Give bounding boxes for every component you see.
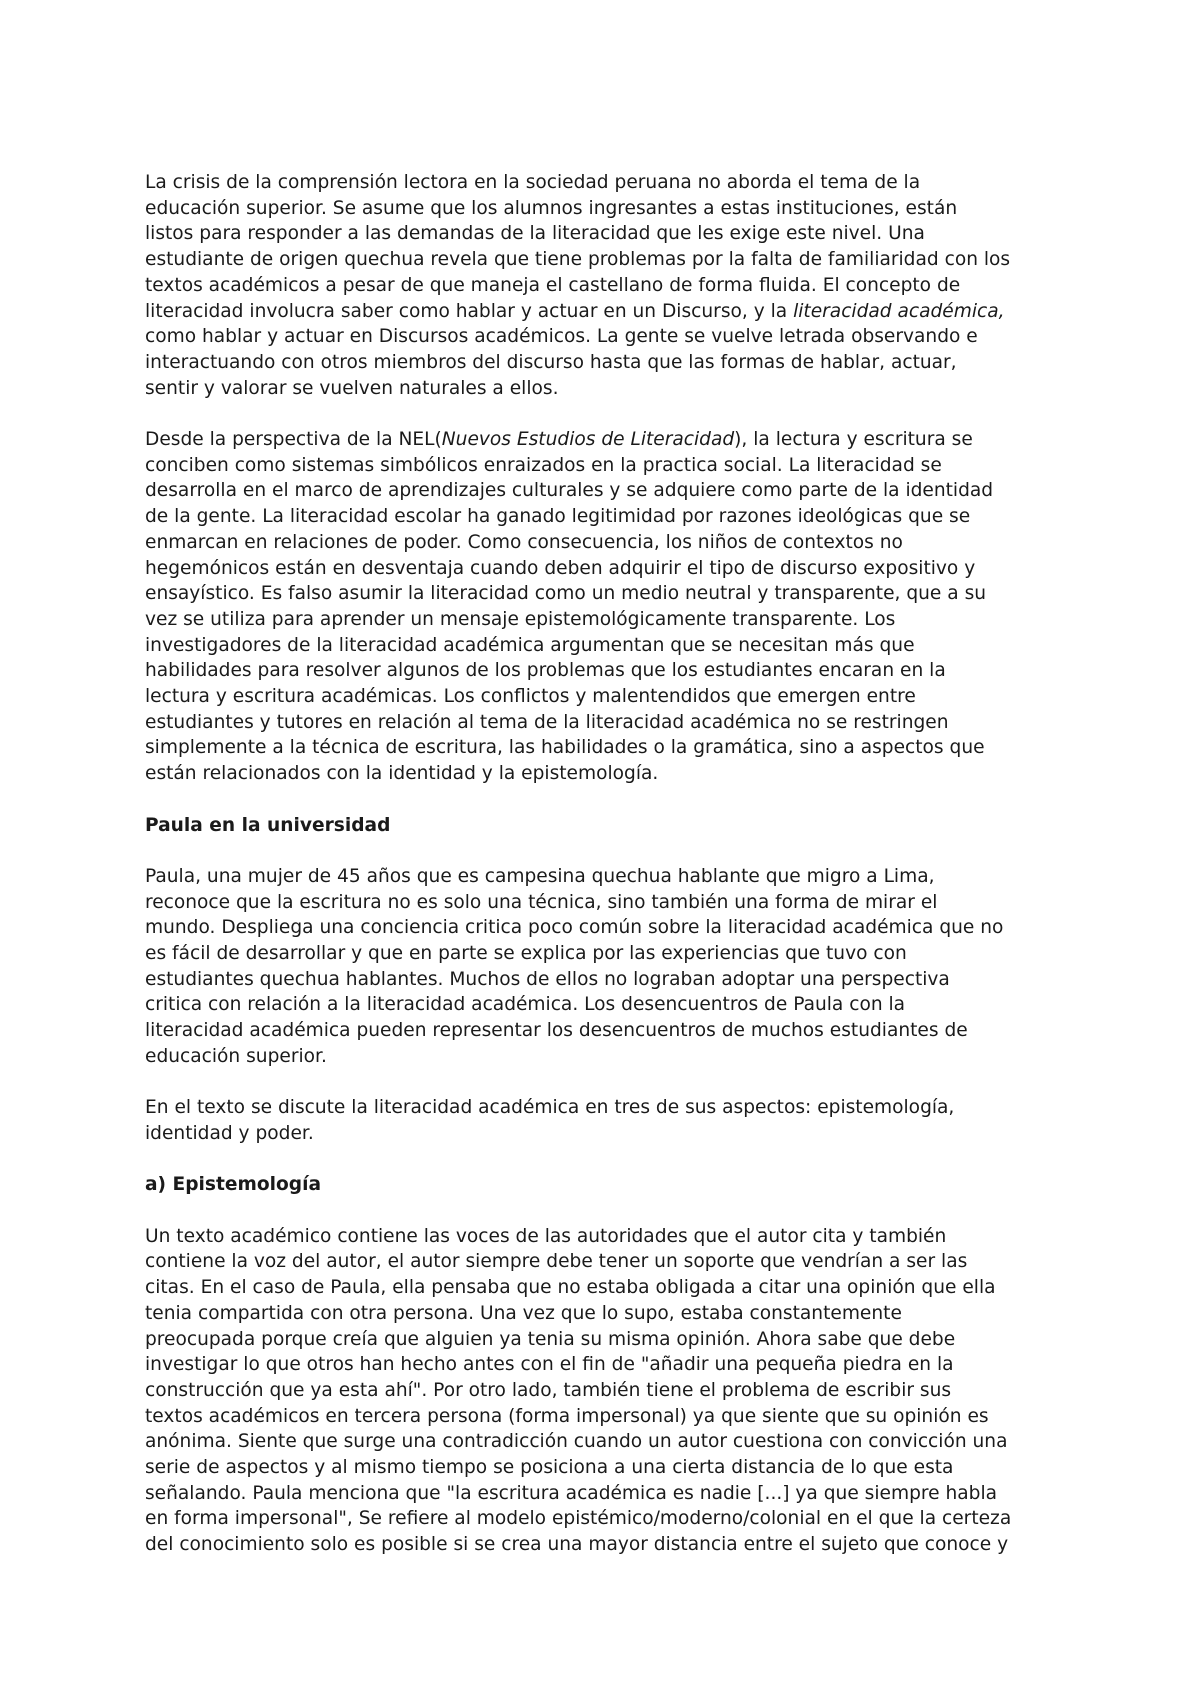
section-heading-epistemologia: a) Epistemología [145, 1174, 321, 1196]
italic-term-literacidad-academica: literacidad académica, [793, 300, 1005, 322]
paragraph-intro-text-2: como hablar y actuar en Discursos académicos. La gente se vuelve letrada observando e interactuando con otros miembros del discurso hasta que las formas de hablar, actuar, sentir y valorar se vuelven naturales a ellos. [145, 326, 978, 399]
paragraph-nel [145, 427, 1070, 787]
paragraph-intro [145, 170, 1070, 401]
paragraph-aspects: En el texto se discute la literacidad académica en tres de sus aspectos: epistemología, identidad y poder. [145, 1097, 955, 1144]
paragraph-paula: Paula, una mujer de 45 años que es campesina quechua hablante que migro a Lima, reconoce que la escritura no es solo una técnica, sino también una forma de mirar el mundo. Despliega una conciencia critica poco común sobre la literacidad académica que no es fácil de desarrollar y que en parte se explica por las experiencias que tuvo con estudiantes quechua hablantes. Muchos de ellos no lograban adoptar una perspectiva critica con relación a la literacidad académica. Los desencuentros de Paula con la literacidad académica pueden representar los desencuentros de muchos estudiantes de educación superior. [145, 865, 1004, 1067]
paragraph-nel-text-1: Desde la perspectiva de la NEL( [145, 429, 442, 451]
paragraph-nel-text-2: ), la lectura y escritura se conciben como sistemas simbólicos enraizados en la practica social. La literacidad se desarrolla en el marco de aprendizajes culturales y se adquiere como parte de la identidad de la gente. La literacidad escolar ha ganado legitimidad por razones ideológicas que se enmarcan en relaciones de poder. Como consecuencia, los niños de contextos no hegemónicos están en desventaja cuando deben adquirir el tipo de discurso expositivo y ensayístico. Es falso asumir la literacidad como un medio neutral y transparente, que a su vez se utiliza para aprender un mensaje epistemológicamente transparente. Los investigadores de la literacidad académica argumentan que se necesitan más que habilidades para resolver algunos de los problemas que los estudiantes encaran en la lectura y escritura académicas. Los conflictos y malentendidos que emergen entre estudiantes y tutores en relación al tema de la literacidad académica no se restringen simplemente a la técnica de escritura, las habilidades o la gramática, sino a aspectos que están relacionados con la identidad y la epistemología. [145, 429, 994, 785]
italic-term-nuevos-estudios: Nuevos Estudios de Literacidad [441, 429, 735, 451]
paragraph-epistemologia: Un texto académico contiene las voces de las autoridades que el autor cita y también contiene la voz del autor, el autor siempre debe tener un soporte que vendrían a ser las citas. En el caso de Paula, ella pensaba que no estaba obligada a citar una opinión que ella tenia compartida con otra persona. Una vez que lo supo, estaba constantemente preocupada porque creía que alguien ya tenia su misma opinión. Ahora sabe que debe investigar lo que otros han hecho antes con el fin de "añadir una pequeña piedra en la construcción que ya esta ahí". Por otro lado, también tiene el problema de escribir sus textos académicos en tercera persona (forma impersonal) ya que siente que su opinión es anónima. Siente que surge una contradicción cuando un autor cuestiona con convicción una serie de aspectos y al mismo tiempo se posiciona a una cierta distancia de lo que esta señalando. Paula menciona que "la escritura académica es nadie [...] ya que siempre habla en forma impersonal", Se refiere al modelo epistémico/moderno/colonial en el que la certeza del conocimiento solo es posible si se crea una mayor distancia entre el sujeto que conoce y [145, 1225, 1012, 1556]
document-body [145, 170, 1070, 1584]
section-heading-paula: Paula en la universidad [145, 814, 391, 836]
paragraph-intro-text-1: La crisis de la comprensión lectora en la sociedad peruana no aborda el tema de la educación superior. Se asume que los alumnos ingresantes a estas instituciones, están listos para responder a las demandas de la literacidad que les exige este nivel. Una estudiante de origen quechua revela que tiene problemas por la falta de familiaridad con los textos académicos a pesar de que maneja el castellano de forma fluida. El concepto de literacidad involucra saber como hablar y actuar en un Discurso, y la [145, 172, 1011, 322]
